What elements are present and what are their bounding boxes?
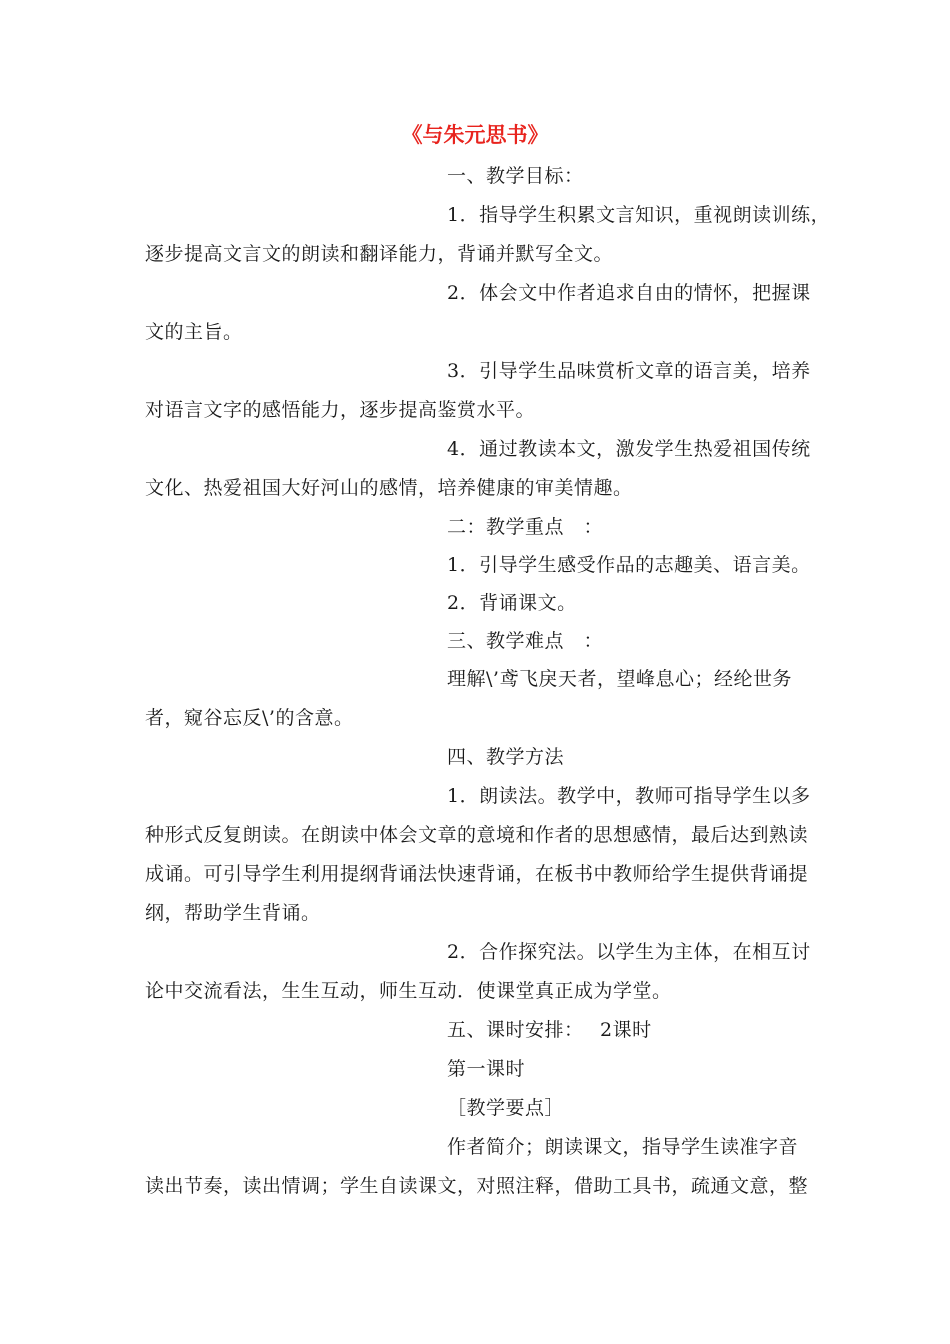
paragraph-line: 种形式反复朗读。在朗读中体会文章的意境和作者的思想感情，最后达到熟读 [145, 824, 809, 846]
paragraph-line: 成诵。可引导学生利用提纲背诵法快速背诵，在板书中教师给学生提供背诵提 [145, 863, 809, 885]
paragraph-line: 1．朗读法。教学中，教师可指导学生以多 [447, 785, 811, 807]
paragraph-line: 理解\’鸢飞戾天者，望峰息心；经纶世务 [447, 668, 792, 690]
paragraph-line: 论中交流看法，生生互动，师生互动．使课堂真正成为学堂。 [145, 980, 672, 1002]
paragraph-line: 者，窥谷忘反\’的含意。 [145, 707, 354, 729]
section-heading-schedule: 五、课时安排： 2课时 [447, 1019, 652, 1041]
paragraph-line: 作者简介；朗读课文，指导学生读准字音 [447, 1136, 799, 1158]
section-heading-methods: 四、教学方法 [447, 746, 565, 768]
paragraph-line: 2．体会文中作者追求自由的情怀，把握课 [447, 282, 811, 304]
paragraph-line: 文化、热爱祖国大好河山的感情，培养健康的审美情趣。 [145, 477, 633, 499]
lesson-subheading: ［教学要点］ [447, 1097, 565, 1119]
paragraph-line: 1．指导学生积累文言知识，重视朗读训练， [447, 204, 831, 226]
paragraph-line: 读出节奏，读出情调；学生自读课文，对照注释，借助工具书，疏通文意，整 [145, 1175, 809, 1197]
lesson-heading: 第一课时 [447, 1058, 526, 1080]
section-heading-difficulties: 三、教学难点 ： [447, 630, 604, 652]
paragraph-line: 对语言文字的感悟能力，逐步提高鉴赏水平。 [145, 399, 536, 421]
paragraph-line: 纲，帮助学生背诵。 [145, 902, 321, 924]
paragraph-line: 2．背诵课文。 [447, 592, 577, 614]
section-heading-objectives: 一、教学目标： [447, 165, 584, 187]
paragraph-line: 4．通过教读本文，激发学生热爱祖国传统 [447, 438, 811, 460]
paragraph-line: 逐步提高文言文的朗读和翻译能力，背诵并默写全文。 [145, 243, 614, 265]
paragraph-line: 2．合作探究法。以学生为主体，在相互讨 [447, 941, 811, 963]
paragraph-line: 3．引导学生品味赏析文章的语言美，培养 [447, 360, 811, 382]
section-heading-key-points: 二：教学重点 ： [447, 516, 604, 538]
paragraph-line: 1．引导学生感受作品的志趣美、语言美。 [447, 554, 811, 576]
paragraph-line: 文的主旨。 [145, 321, 243, 343]
document-title: 《与朱元思书》 [401, 122, 549, 147]
